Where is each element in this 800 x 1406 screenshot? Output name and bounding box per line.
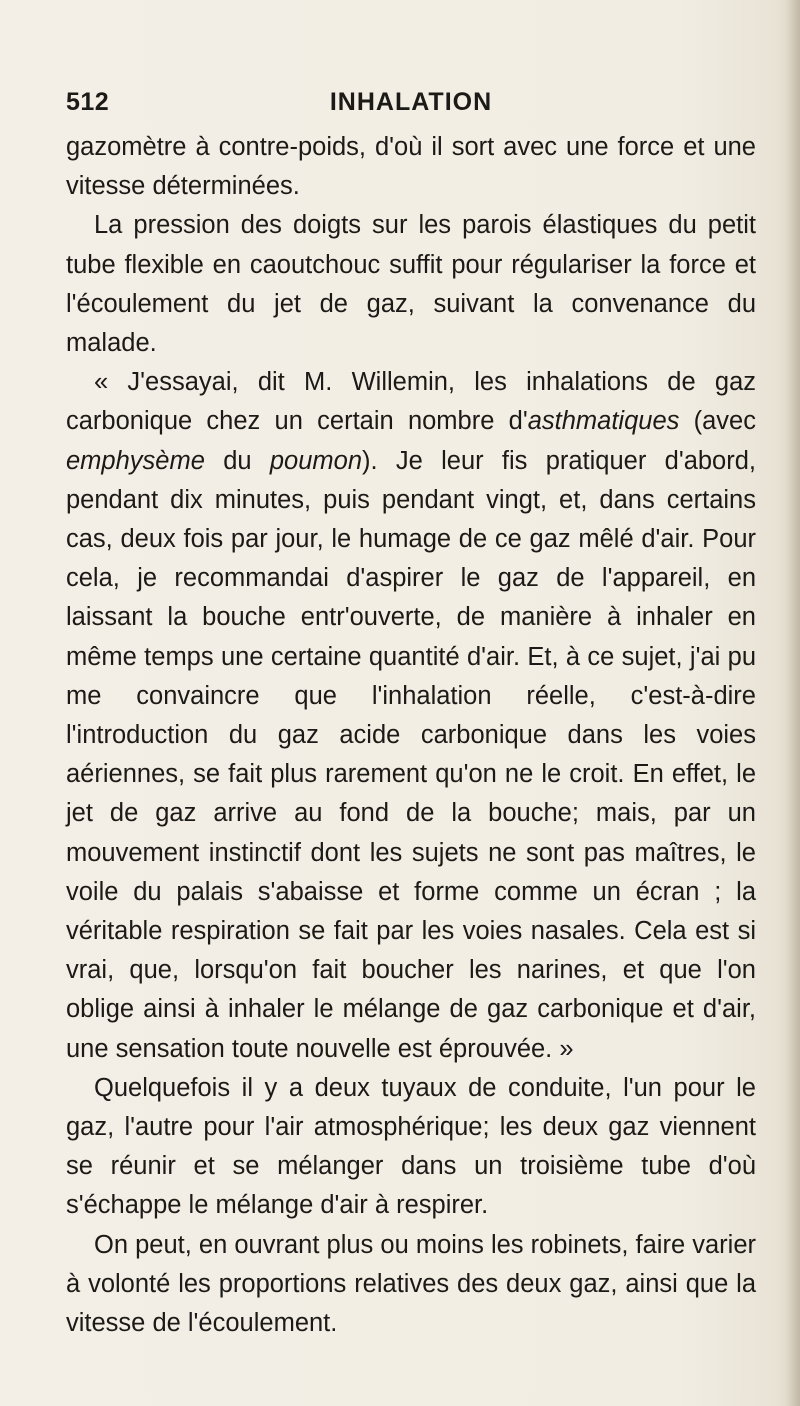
italic-term-asthmatiques: asthmatiques [527,407,680,436]
quote-text-1: « J'essayai, dit M. Willemin, les inhalations de gaz carbonique chez un certain nombre d' [66,368,756,436]
page-number: 512 [66,88,110,116]
quote-text-2: (avec [679,407,756,436]
italic-term-emphyseme: emphysème [66,446,205,475]
running-head [66,88,756,124]
quote-text-3: du [204,446,270,475]
body-text [66,128,756,1343]
section-title: INHALATION [329,88,493,116]
quote-text-4: ). Je leur fis pratiquer d'abord, pendant dix minutes, puis pendant vingt, et, dans certains cas, deux fois par jour, le humage de ce gaz mêlé d'air. Pour cela, je recommandai d'aspirer le gaz de l'appareil, en laissant la bouche entr'ouverte, de manière à inhaler en même temps une certaine quantité d'air. Et, à ce sujet, j'ai pu me convaincre que l'inhalation réelle, c'est-à-dire l'introduction du gaz acide carbonique dans les voies aériennes, se fait plus rarement qu'on ne le croit. En effet, le jet de gaz arrive au fond de la bouche; mais, par un mouvement instinctif dont les sujets ne sont pas maîtres, le voile du palais s'abaisse et forme comme un écran ; la véritable respiration se fait par les voies nasales. Cela est si vrai, que, lorsqu'on fait boucher les narines, et que l'on oblige ainsi à inhaler le mélange de gaz carbonique et d'air, une sensation toute nouvelle est éprouvée. » [66,446,756,1063]
paragraph-two-tubes: Quelquefois il y a deux tuyaux de conduite, l'un pour le gaz, l'autre pour l'air atmosphérique; les deux gaz viennent se réunir et se mélanger dans un troisième tube d'où s'échappe le mélange d'air à respirer. [66,1073,756,1220]
paragraph-continuation: gazomètre à contre-poids, d'où il sort avec une force et une vitesse déterminées. [66,133,756,201]
page-edge-shadow [786,0,800,1406]
paragraph-valves: On peut, en ouvrant plus ou moins les robinets, faire varier à volonté les proportions relatives des deux gaz, ainsi que la vitesse de l'écoulement. [66,1230,756,1338]
italic-term-poumon: poumon [269,446,363,475]
paragraph-pressure: La pression des doigts sur les parois élastiques du petit tube flexible en caoutchouc suffit pour régulariser la force et l'écoulement du jet de gaz, suivant la convenance du malade. [66,211,756,358]
paragraph-willemin-quote [66,363,756,1069]
